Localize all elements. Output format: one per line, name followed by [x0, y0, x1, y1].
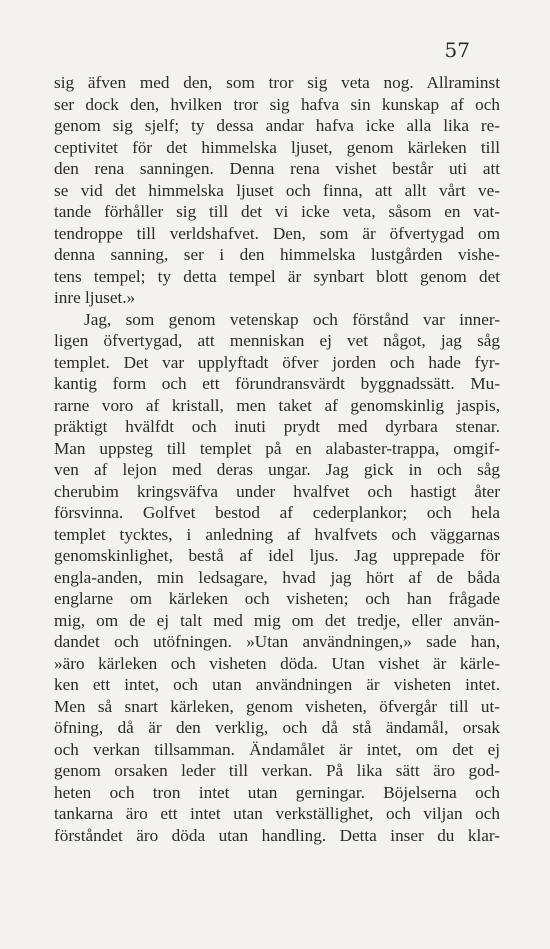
- text-line: den rena sanningen. Denna rena vishet består uti att: [54, 159, 500, 178]
- text-line: ceptivitet för det himmelska ljuset, genom kärleken till: [54, 137, 500, 157]
- text-line: ligen öfvertygad, att menniskan ej vet något, jag såg: [54, 331, 500, 350]
- text-line: dandet och utöfningen. »Utan användningen,» sade han,: [54, 632, 500, 651]
- text-line: rarne voro af kristall, men taket af genomskinlig jaspis,: [54, 395, 500, 415]
- text-line: denna sanning, ser i den himmelska lustgården vishe-: [54, 245, 500, 264]
- body-text: [54, 72, 500, 846]
- text-line: förståndet äro döda utan handling. Detta inser du klar-: [54, 825, 500, 845]
- text-line: sig äfven med den, som tror sig veta nog. Allraminst: [54, 73, 500, 92]
- text-line: tens tempel; ty detta tempel är synbart blott genom det: [54, 266, 500, 286]
- text-line: genom orsaken leder till verkan. På lika sätt äro god-: [54, 761, 500, 780]
- text-line: genomskinlighet, bestå af idel ljus. Jag upprepade för: [54, 546, 500, 565]
- text-line: och verkan tillsamman. Ändamålet är intet, om det ej: [54, 739, 500, 759]
- paragraph-start-line: Jag, som genom vetenskap och förstånd var inner-: [84, 309, 500, 329]
- text-line: heten och tron intet utan gerningar. Böjelserna och: [54, 782, 500, 802]
- text-line: »äro kärleken och visheten döda. Utan vishet är kärle-: [54, 653, 500, 673]
- text-line: tankarna äro ett intet utan verkställighet, och viljan och: [54, 804, 500, 823]
- text-line: templet tycktes, i anledning af hvalfvets och väggarnas: [54, 524, 500, 544]
- text-line: kantig form och ett förundransvärdt byggnadssätt. Mu-: [54, 374, 500, 393]
- text-line: mig, om de ej talt med mig om det tredje, eller använ-: [54, 610, 500, 630]
- text-line: ser dock den, hvilken tror sig hafva sin kunskap af och: [54, 94, 500, 114]
- text-line: genom sig sjelf; ty dessa andar hafva icke alla lika re-: [54, 116, 500, 135]
- text-line: Men så snart kärleken, genom visheten, öfvergår till ut-: [54, 696, 500, 716]
- text-line: tande förhåller sig till det vi icke veta, såsom en vat-: [54, 202, 500, 221]
- text-line: se vid det himmelska ljuset och finna, att allt vårt ve-: [54, 180, 500, 200]
- text-line: Man uppsteg till templet på en alabaster-trappa, omgif-: [54, 438, 500, 458]
- text-line: engla-anden, min ledsagare, hvad jag hört af de båda: [54, 567, 500, 587]
- page-number: 57: [444, 38, 470, 62]
- text-line: öfning, då är den verklig, och då stå ändamål, orsak: [54, 718, 500, 737]
- text-line: englarne om kärleken och visheten; och han frågade: [54, 589, 500, 608]
- text-line: försvinna. Golfvet bestod af cederplankor; och hela: [54, 503, 500, 522]
- text-line: ken ett intet, och utan användningen är visheten intet.: [54, 675, 500, 694]
- text-line: cherubim kringsväfva under hvalfvet och hastigt åter: [54, 481, 500, 501]
- text-line: präktigt hvälfdt och inuti prydt med dyrbara stenar.: [54, 417, 500, 436]
- text-line: inre ljuset.»: [54, 288, 136, 307]
- text-line: templet. Det var upplyftadt öfver jorden och hade fyr-: [54, 352, 500, 372]
- text-line: ven af lejon med deras ungar. Jag gick in och såg: [54, 460, 500, 479]
- text-line: tendroppe till verldshafvet. Den, som är öfvertygad om: [54, 223, 500, 243]
